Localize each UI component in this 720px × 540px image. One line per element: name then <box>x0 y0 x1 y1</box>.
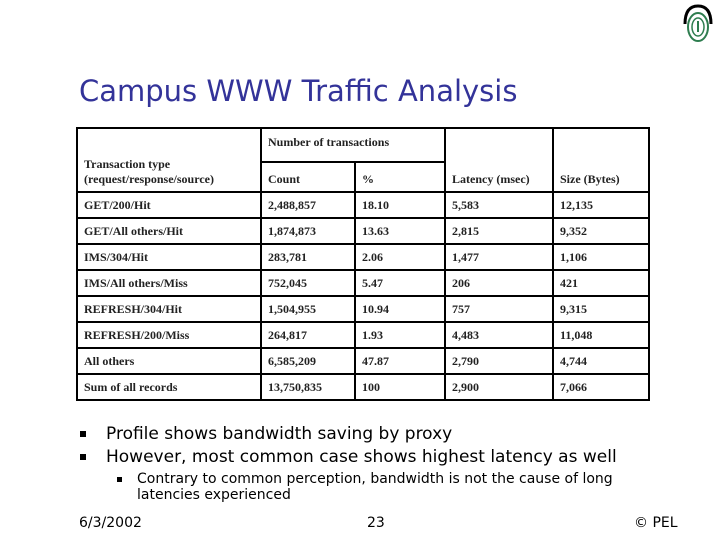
table-row <box>77 296 649 322</box>
header-type-line2: (request/response/source) <box>84 172 214 186</box>
cell-size: 1,106 <box>553 244 649 270</box>
table-header-row <box>77 128 649 162</box>
cell-count: 264,817 <box>261 322 355 348</box>
cell-count: 752,045 <box>261 270 355 296</box>
cell-count: 1,504,955 <box>261 296 355 322</box>
cell-latency: 4,483 <box>445 322 553 348</box>
cell-latency: 2,790 <box>445 348 553 374</box>
bullet-marker <box>117 477 122 482</box>
header-transaction-type <box>77 128 261 192</box>
cell-type: REFRESH/200/Miss <box>77 322 261 348</box>
footer-date: 6/3/2002 <box>79 515 142 531</box>
table-row <box>77 374 649 400</box>
cell-size: 4,744 <box>553 348 649 374</box>
bullet-marker <box>80 431 86 437</box>
cell-count: 2,488,857 <box>261 192 355 218</box>
slide-title: Campus WWW Traffic Analysis <box>79 74 518 108</box>
bullet-text: However, most common case shows highest latency as well <box>106 447 617 467</box>
sub-bullet-line2: latencies experienced <box>137 487 291 503</box>
bullet-text: Profile shows bandwidth saving by proxy <box>106 424 453 444</box>
table-row <box>77 348 649 374</box>
cell-type: GET/All others/Hit <box>77 218 261 244</box>
cell-percent: 13.63 <box>355 218 445 244</box>
cell-size: 421 <box>553 270 649 296</box>
bullet-marker <box>80 454 86 460</box>
cell-size: 12,135 <box>553 192 649 218</box>
cell-count: 1,874,873 <box>261 218 355 244</box>
cell-percent: 1.93 <box>355 322 445 348</box>
table-row <box>77 218 649 244</box>
cell-latency: 2,815 <box>445 218 553 244</box>
cell-type: IMS/304/Hit <box>77 244 261 270</box>
cell-percent: 5.47 <box>355 270 445 296</box>
cell-percent: 47.87 <box>355 348 445 374</box>
cell-percent: 18.10 <box>355 192 445 218</box>
footer-copyright: © PEL <box>634 515 678 531</box>
cell-size: 9,352 <box>553 218 649 244</box>
footer-page-number: 23 <box>367 515 385 531</box>
cell-type: Sum of all records <box>77 374 261 400</box>
cell-latency: 2,900 <box>445 374 553 400</box>
table-row <box>77 322 649 348</box>
sub-bullet-line1: Contrary to common perception, bandwidth is not the cause of long <box>137 471 613 487</box>
cell-type: IMS/All others/Miss <box>77 270 261 296</box>
table-row <box>77 270 649 296</box>
cell-count: 6,585,209 <box>261 348 355 374</box>
header-percent: % <box>355 162 445 192</box>
cell-latency: 757 <box>445 296 553 322</box>
cell-size: 7,066 <box>553 374 649 400</box>
traffic-table <box>76 127 650 401</box>
cell-latency: 1,477 <box>445 244 553 270</box>
cell-type: All others <box>77 348 261 374</box>
cell-percent: 2.06 <box>355 244 445 270</box>
table-row <box>77 244 649 270</box>
cell-percent: 10.94 <box>355 296 445 322</box>
header-latency: Latency (msec) <box>445 128 553 192</box>
header-type-line1: Transaction type <box>84 157 171 171</box>
cell-latency: 206 <box>445 270 553 296</box>
cell-size: 11,048 <box>553 322 649 348</box>
cell-size: 9,315 <box>553 296 649 322</box>
cell-count: 13,750,835 <box>261 374 355 400</box>
cell-latency: 5,583 <box>445 192 553 218</box>
header-count: Count <box>261 162 355 192</box>
table-row <box>77 192 649 218</box>
university-logo-icon <box>681 4 715 44</box>
cell-count: 283,781 <box>261 244 355 270</box>
cell-type: REFRESH/304/Hit <box>77 296 261 322</box>
cell-type: GET/200/Hit <box>77 192 261 218</box>
cell-percent: 100 <box>355 374 445 400</box>
header-number-of-transactions: Number of transactions <box>261 128 445 162</box>
header-size: Size (Bytes) <box>553 128 649 192</box>
